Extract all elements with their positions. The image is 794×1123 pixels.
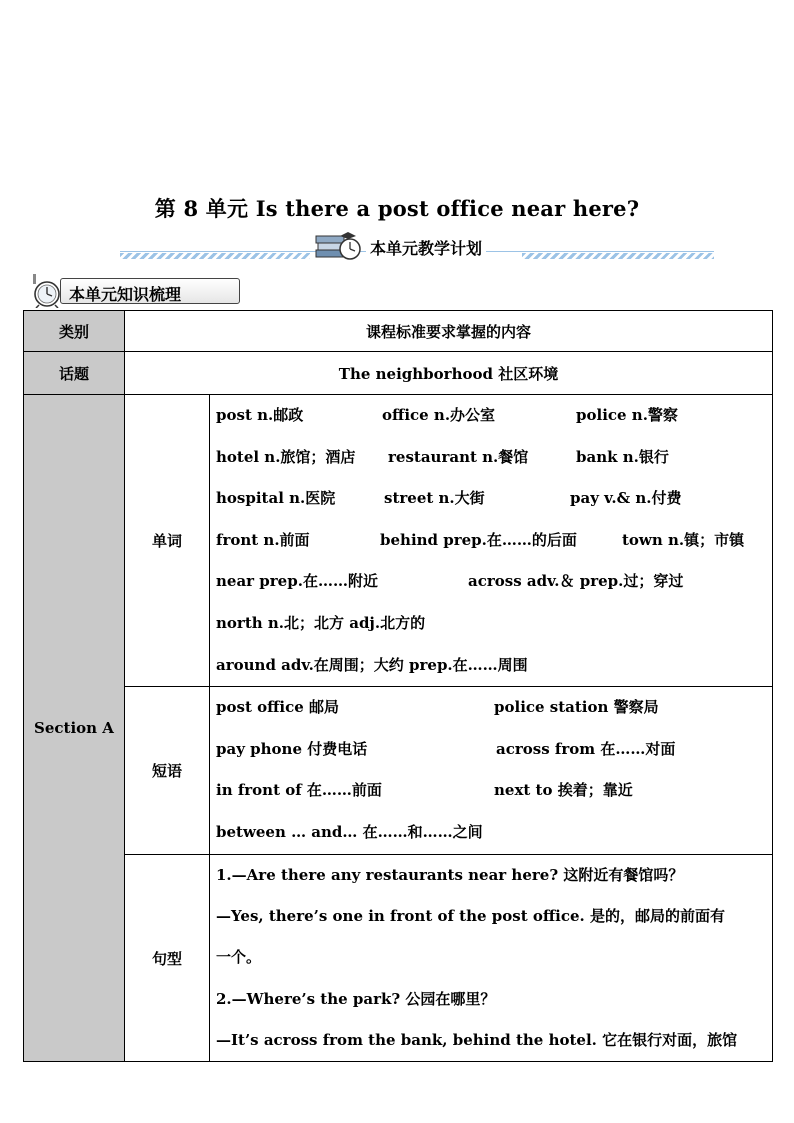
knowledge-summary-box <box>60 278 240 304</box>
phrase-item: police station 警察局 <box>494 698 659 717</box>
page-title: 第 8 单元 Is there a post office near here? <box>154 196 640 221</box>
sentences-row <box>24 854 773 1062</box>
phrase-line <box>216 687 766 729</box>
phrase-line <box>216 729 766 771</box>
sentences-cell <box>210 854 773 1062</box>
vocab-item: post n.邮政 <box>216 406 304 424</box>
banner-stripe-left <box>120 253 310 259</box>
phrase-item: between … and… 在……和……之间 <box>216 822 483 841</box>
sentence-line: —It’s across from the bank, behind the hotel. 它在银行对面，旅馆 <box>216 1031 738 1050</box>
topic-value: The neighborhood 社区环境 <box>125 352 773 395</box>
alarm-clock-icon <box>30 274 64 308</box>
vocab-item: restaurant n.餐馆 <box>388 447 529 466</box>
vocab-item: street n.大街 <box>384 489 485 508</box>
vocab-line <box>216 478 766 520</box>
vocab-item: hotel n.旅馆；酒店 <box>216 447 356 466</box>
phrase-item: next to 挨着；靠近 <box>494 781 633 800</box>
vocab-line <box>216 561 766 603</box>
vocab-line <box>216 645 766 687</box>
topic-row <box>24 352 773 395</box>
vocab-label: 单词 <box>125 395 210 687</box>
vocab-cell <box>210 395 773 687</box>
sentence-line: 一个。 <box>216 948 262 967</box>
phrase-item: in front of 在……前面 <box>216 781 382 800</box>
vocab-item: front n.前面 <box>216 530 310 549</box>
phrase-item: across from 在……对面 <box>496 739 676 758</box>
knowledge-summary-banner <box>30 274 220 308</box>
vocab-item: town n.镇；市镇 <box>622 530 745 549</box>
phrase-item: post office 邮局 <box>216 698 340 717</box>
phrases-cell <box>210 687 773 854</box>
vocab-line <box>216 520 766 562</box>
topic-label: 话题 <box>24 352 125 395</box>
header-row <box>24 311 773 352</box>
vocab-item: behind prep.在……的后面 <box>380 530 577 549</box>
phrases-label: 短语 <box>125 687 210 854</box>
section-label: Section A <box>24 395 125 1062</box>
vocab-line <box>216 437 766 479</box>
teaching-plan-label: 本单元教学计划 <box>366 236 486 259</box>
vocab-line <box>216 603 766 645</box>
knowledge-summary-label: 本单元知识梳理 <box>69 285 182 304</box>
knowledge-table <box>23 310 773 1062</box>
vocab-item: office n.办公室 <box>382 406 496 424</box>
sentences-label: 句型 <box>125 854 210 1062</box>
vocab-item: north n.北；北方 adj.北方的 <box>216 613 426 632</box>
content-header: 课程标准要求掌握的内容 <box>125 311 773 352</box>
sentence-line: 1.—Are there any restaurants near here? 这附近有餐馆吗？ <box>216 865 684 884</box>
phrase-line <box>216 770 766 812</box>
books-clock-icon <box>314 232 362 262</box>
vocab-item: bank n.银行 <box>576 447 669 466</box>
vocab-item: hospital n.医院 <box>216 489 336 508</box>
phrase-item: pay phone 付费电话 <box>216 739 368 758</box>
vocab-item: across adv.＆ prep.过；穿过 <box>468 572 684 591</box>
sentence-line: —Yes, there’s one in front of the post office. 是的，邮局的前面有 <box>216 906 725 925</box>
teaching-plan-banner <box>120 230 714 266</box>
phrase-line <box>216 812 766 854</box>
phrases-row <box>24 687 773 854</box>
vocab-item: around adv.在周围；大约 prep.在……周围 <box>216 655 528 674</box>
vocab-item: police n.警察 <box>576 406 678 424</box>
banner-stripe-right <box>522 253 714 259</box>
vocab-item: near prep.在……附近 <box>216 572 378 591</box>
vocab-row <box>24 395 773 687</box>
vocab-line <box>216 395 766 437</box>
vocab-item: pay v.& n.付费 <box>570 489 682 508</box>
sentence-line: 2.—Where’s the park? 公园在哪里？ <box>216 989 496 1008</box>
category-header: 类别 <box>24 311 125 352</box>
